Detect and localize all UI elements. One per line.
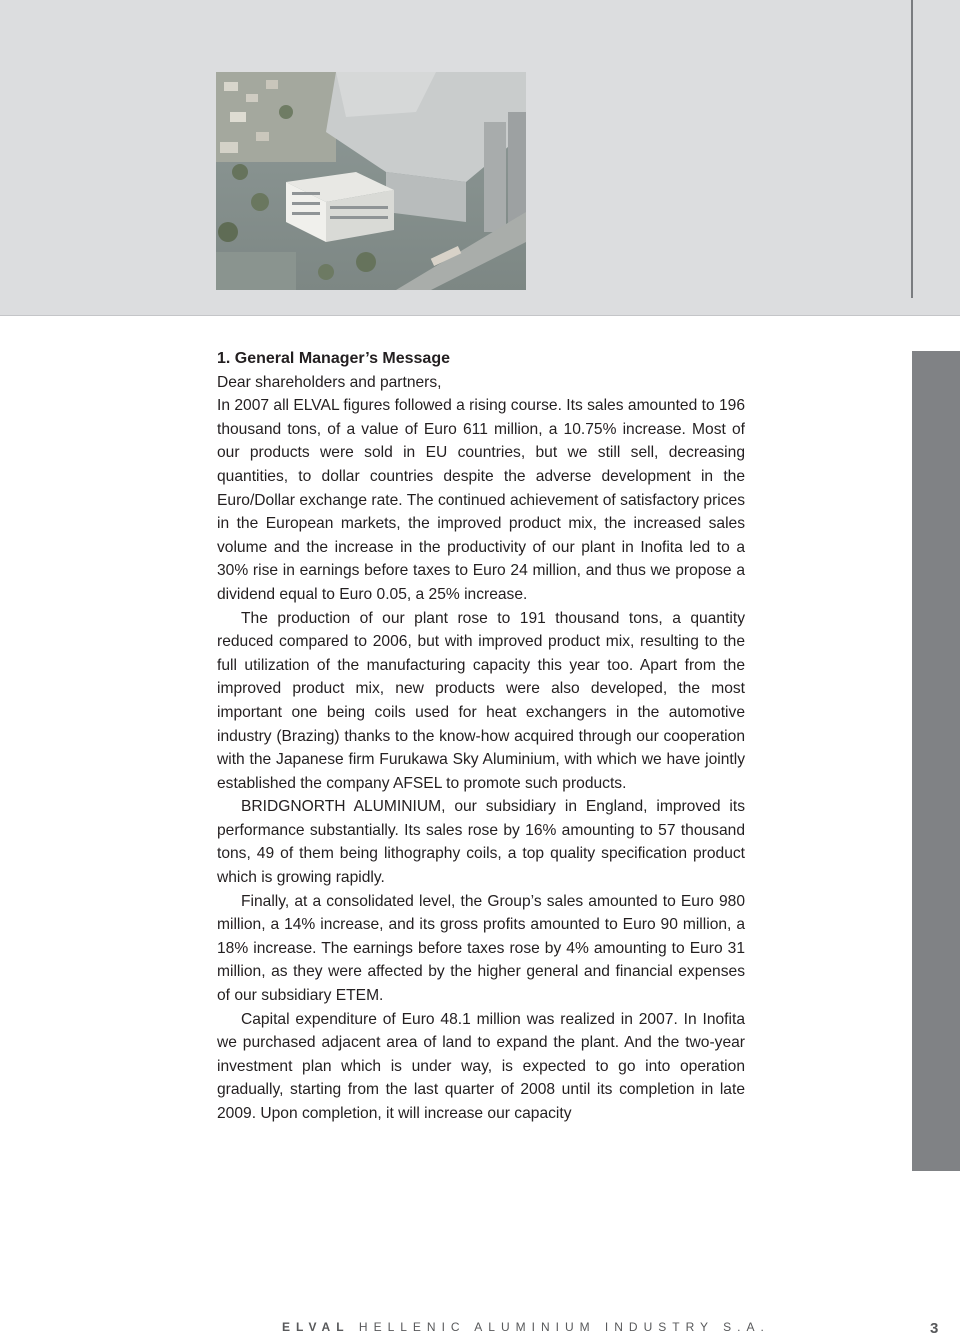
header-divider	[0, 315, 960, 316]
paragraph-4: Finally, at a consolidated level, the Group’s sales amounted to Euro 980 million, a 14% increase, and its gross profits amounted to Euro 90 million, a 18% increase. The earnings before taxes rose by 4% amounting to Euro 31 million, as they were affected by the higher general and financial expenses of our subsidiary ETEM.	[217, 892, 745, 1005]
footer-brand: ELVAL	[282, 1320, 350, 1334]
page-number: 3	[930, 1320, 939, 1337]
footer-company	[282, 1320, 770, 1334]
paragraph-1: In 2007 all ELVAL figures followed a rising course. Its sales amounted to 196 thousand tons, of a value of Euro 611 million, a 10.75% increase. Most of our products were sold in EU countries, but we still sell, decreasing quantities, to dollar countries despite the adverse development in the Euro/Dollar exchange rate. The continued achievement of satisfactory prices in the European markets, the improved product mix, the increased sales volume and the increase in the productivity of our plant in Inofita led to a 30% rise in earnings before taxes to Euro 24 million, and thus we propose a dividend equal to Euro 0.05, a 25% increase.	[217, 397, 745, 603]
side-tab	[912, 351, 960, 1171]
salutation: Dear shareholders and partners,	[217, 373, 442, 391]
paragraph-5: Capital expenditure of Euro 48.1 million was realized in 2007. In Inofita we purchased adjacent area of land to expand the plant. And the two-year investment plan which is under way, is expected to go into operation gradually, starting from the last quarter of 2008 until its completion in late 2009. Upon completion, it will increase our capacity	[217, 1010, 745, 1122]
paragraph-2: The production of our plant rose to 191 thousand tons, a quantity reduced compared to 2006, but with improved product mix, resulting to the full utilization of the manufacturing capacity this year too. Apart from the improved product mix, new products were also developed, the most important one being coils used for heat exchangers in the automotive industry (Brazing) thanks to the know-how acquired through our cooperation with the Japanese firm Furukawa Sky Aluminium, with which we have jointly established the company AFSEL to promote such products.	[217, 609, 745, 792]
vertical-rule	[911, 0, 913, 298]
aerial-plant-photo	[216, 72, 526, 290]
paragraph-3: BRIDGNORTH ALUMINIUM, our subsidiary in England, improved its performance substantially. Its sales rose by 16% amounting to 57 thousand tons, 49 of them being lithography coils, a top quality specification product which is growing rapidly.	[217, 798, 745, 887]
footer-company-name: HELLENIC ALUMINIUM INDUSTRY S.A.	[358, 1320, 770, 1334]
message-body	[217, 347, 745, 1126]
section-heading: 1. General Manager’s Message	[217, 350, 450, 367]
